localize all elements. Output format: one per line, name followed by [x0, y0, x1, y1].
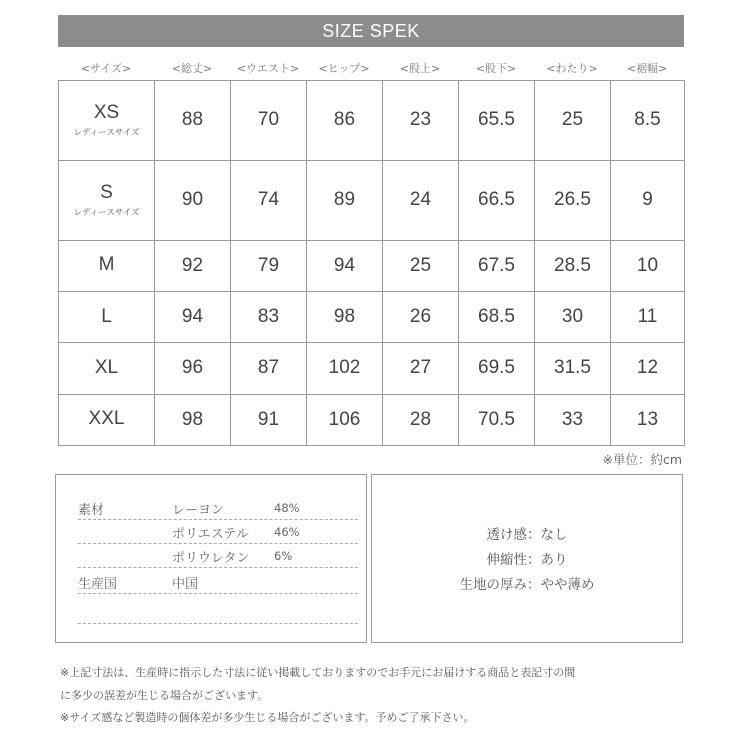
size-row	[59, 291, 685, 342]
column-header-row	[58, 60, 684, 78]
material-percent: 6%	[274, 549, 293, 563]
size-cell	[59, 291, 155, 342]
measurement-cell: 25	[535, 81, 611, 161]
column-header: <裾幅>	[626, 62, 668, 75]
measurement-cell: 25	[383, 240, 459, 291]
column-header: <総丈>	[171, 62, 213, 75]
column-header: <股上>	[399, 62, 441, 75]
size-cell	[59, 81, 155, 161]
empty-row	[78, 601, 358, 624]
size-row	[59, 81, 685, 161]
measurement-cell: 33	[535, 394, 611, 445]
material-percent: 48%	[274, 501, 300, 515]
measurement-cell: 69.5	[459, 343, 535, 394]
material-name: ポリエステル	[172, 527, 249, 542]
measurement-cell: 65.5	[459, 81, 535, 161]
footnote-line: ※上記寸法は、生産時に指示した寸法に従い掲載しておりますのでお手元にお届けする商品と表記寸の間	[60, 666, 576, 679]
size-row	[59, 160, 685, 240]
size-label: S	[100, 182, 113, 204]
unit-note: ※単位：約cm	[602, 452, 682, 467]
stretch-text: 伸縮性：あり	[486, 552, 568, 568]
measurement-cell: 83	[231, 291, 307, 342]
column-header: <ヒップ>	[318, 62, 370, 75]
transparency-text: 透け感：なし	[486, 527, 568, 543]
size-label: M	[98, 254, 115, 276]
size-row	[59, 394, 685, 445]
measurement-cell: 106	[307, 394, 383, 445]
measurement-cell: 89	[307, 160, 383, 240]
measurement-cell: 86	[307, 81, 383, 161]
measurement-cell: 74	[231, 160, 307, 240]
size-row	[59, 343, 685, 394]
size-sublabel: レディースサイズ	[73, 208, 140, 218]
material-row	[78, 545, 358, 568]
column-header: <サイズ>	[80, 62, 132, 75]
size-label: XXL	[88, 408, 125, 430]
measurement-cell: 28	[383, 394, 459, 445]
column-header: <ウエスト>	[236, 62, 300, 75]
measurement-cell: 102	[307, 343, 383, 394]
size-label: XL	[94, 357, 119, 379]
measurement-cell: 67.5	[459, 240, 535, 291]
measurement-cell: 70	[231, 81, 307, 161]
measurement-cell: 70.5	[459, 394, 535, 445]
measurement-cell: 27	[383, 343, 459, 394]
measurement-cell: 9	[611, 160, 685, 240]
origin-label: 生産国	[78, 577, 118, 592]
size-label: XS	[93, 102, 120, 124]
measurement-cell: 94	[155, 291, 231, 342]
title-bar	[58, 15, 684, 47]
material-row	[78, 521, 358, 544]
size-label: L	[101, 305, 112, 327]
column-header: <股下>	[475, 62, 517, 75]
column-header: <わたり>	[546, 62, 598, 75]
measurement-cell: 88	[155, 81, 231, 161]
measurement-cell: 28.5	[535, 240, 611, 291]
size-sublabel: レディースサイズ	[73, 128, 140, 139]
measurement-cell: 23	[383, 81, 459, 161]
measurement-cell: 96	[155, 343, 231, 394]
measurement-cell: 8.5	[611, 81, 685, 161]
measurement-cell: 26.5	[535, 160, 611, 240]
measurement-cell: 79	[231, 240, 307, 291]
footnote-line: に多少の誤差が生じる場合がございます。	[60, 688, 269, 702]
measurement-cell: 98	[307, 291, 383, 342]
material-label: 素材	[78, 503, 105, 518]
measurement-cell: 10	[611, 240, 685, 291]
measurement-cell: 66.5	[459, 160, 535, 240]
size-cell	[59, 343, 155, 394]
material-row	[78, 497, 358, 520]
fabric-feel-box	[371, 474, 683, 643]
size-table	[58, 80, 685, 446]
size-cell	[59, 160, 155, 240]
size-cell	[59, 394, 155, 445]
origin-value: 中国	[172, 577, 199, 592]
material-name: レーヨン	[172, 503, 225, 518]
measurement-cell: 30	[535, 291, 611, 342]
material-box	[55, 474, 367, 643]
measurement-cell: 13	[611, 394, 685, 445]
measurement-cell: 90	[155, 160, 231, 240]
measurement-cell: 94	[307, 240, 383, 291]
measurement-cell: 26	[383, 291, 459, 342]
measurement-cell: 11	[611, 291, 685, 342]
measurement-cell: 68.5	[459, 291, 535, 342]
material-name: ポリウレタン	[172, 551, 250, 566]
measurement-cell: 98	[155, 394, 231, 445]
measurement-cell: 87	[231, 343, 307, 394]
measurement-cell: 92	[155, 240, 231, 291]
size-cell	[59, 240, 155, 291]
footnote-line: ※サイズ感など製造時の個体差が多少生じる場合がございます。予めご了承下さい。	[60, 711, 475, 724]
measurement-cell: 31.5	[535, 343, 611, 394]
thickness-text: 生地の厚み：やや薄め	[459, 577, 595, 593]
measurement-cell: 91	[231, 394, 307, 445]
origin-row	[78, 571, 358, 594]
size-row	[59, 240, 685, 291]
footnotes	[60, 662, 700, 730]
material-percent: 46%	[274, 525, 300, 539]
page-title: SIZE SPEK	[322, 21, 420, 41]
measurement-cell: 24	[383, 160, 459, 240]
measurement-cell: 12	[611, 343, 685, 394]
